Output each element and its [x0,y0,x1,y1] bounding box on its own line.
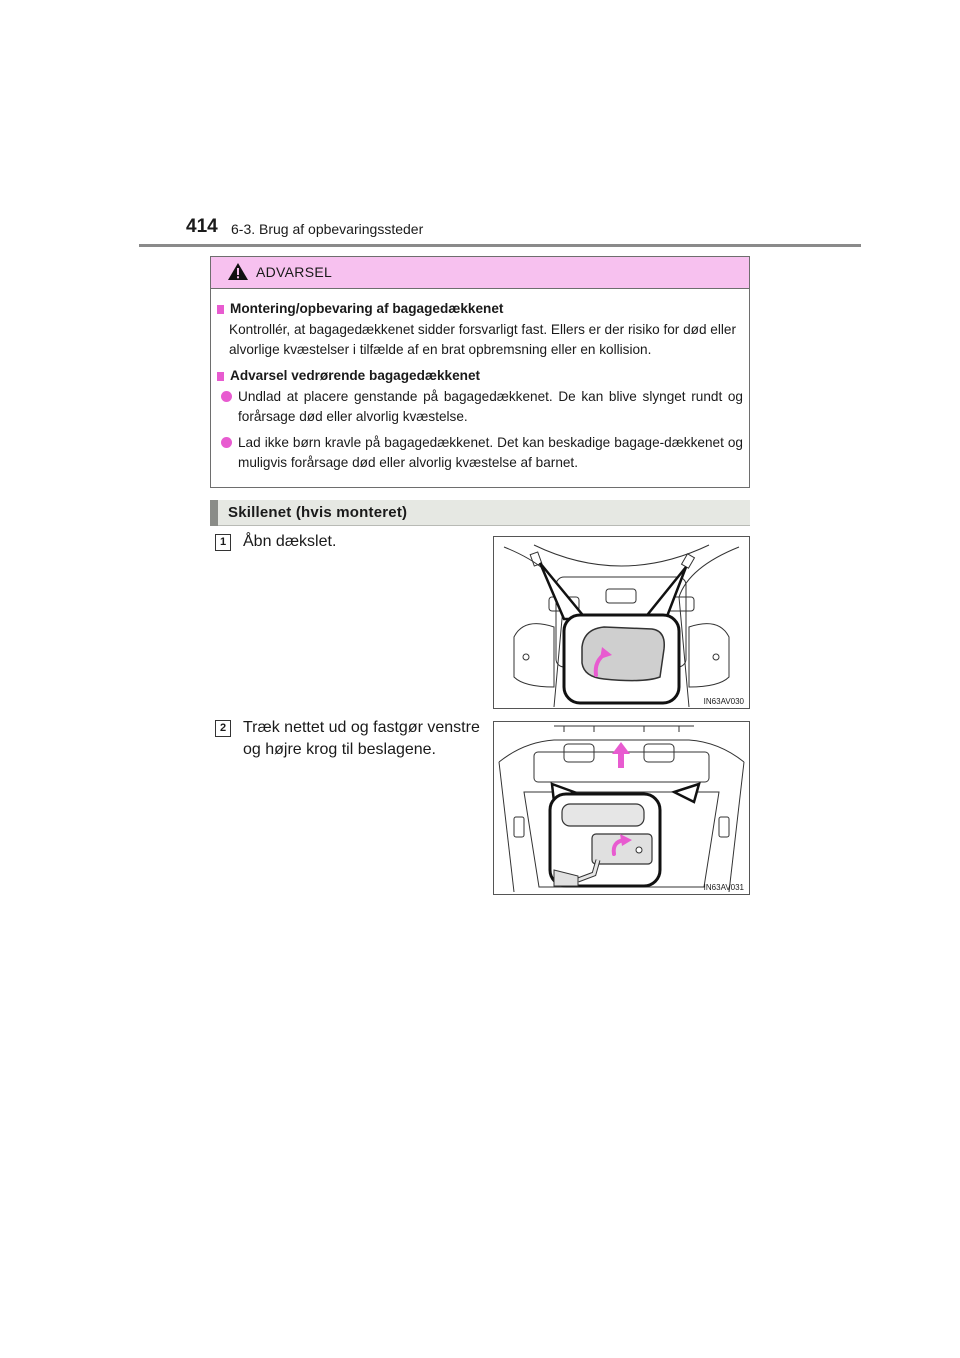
square-bullet-icon [217,372,224,381]
warning-body [211,289,749,473]
illustration-open-cover [493,536,750,709]
warning-bullet-text: Lad ikke børn kravle på bagagedækkenet. Det kan beskadige bagage-dækkenet og muligvis forårsage død eller alvorlig kvæstelse af barnet. [238,435,743,470]
subsection-accent-bar [210,500,218,526]
illustration-code: IN63AV030 [703,697,744,706]
warning-triangle-icon [227,262,249,286]
cargo-area-illustration [494,722,749,894]
section-title: 6-3. Brug af opbevaringssteder [231,221,424,237]
car-interior-illustration [494,537,749,708]
warning-bullet-text: Undlad at placere genstande på bagagedækkenet. De kan blive slynget rundt og forårsage død eller alvorlig kvæstelse. [238,389,743,424]
header-divider [139,244,861,247]
illustration-code: IN63AV031 [703,883,744,892]
warning-title: ADVARSEL [256,264,333,280]
page-number: 414 [186,216,218,237]
warning-header [211,257,749,289]
step-text: Åbn dækslet. [243,533,337,550]
subsection-heading [210,500,750,526]
warning-bullet [217,387,743,427]
warning-heading-cover [217,366,743,386]
step-text: Træk nettet ud og fastgør venstre og højre krog til beslagene. [243,719,480,758]
step-number-badge: 2 [215,720,231,737]
subsection-title: Skillenet (hvis monteret) [228,504,408,521]
circle-bullet-icon [221,391,232,402]
warning-paragraph: Kontrollér, at bagagedækkenet sidder forsvarligt fast. Ellers er der risiko for død eller alvorlige kvæstelser i tilfælde af en brat opbremsning eller en kollision. [229,322,736,357]
step-number-badge: 1 [215,534,231,551]
circle-bullet-icon [221,437,232,448]
warning-heading-text: Advarsel vedrørende bagagedækkenet [230,368,481,383]
warning-heading-mounting [217,299,743,319]
warning-heading-text: Montering/opbevaring af bagagedækkenet [230,301,504,316]
illustration-attach-net [493,721,750,895]
square-bullet-icon [217,305,224,314]
warning-box [210,256,750,488]
warning-bullet [217,433,743,473]
